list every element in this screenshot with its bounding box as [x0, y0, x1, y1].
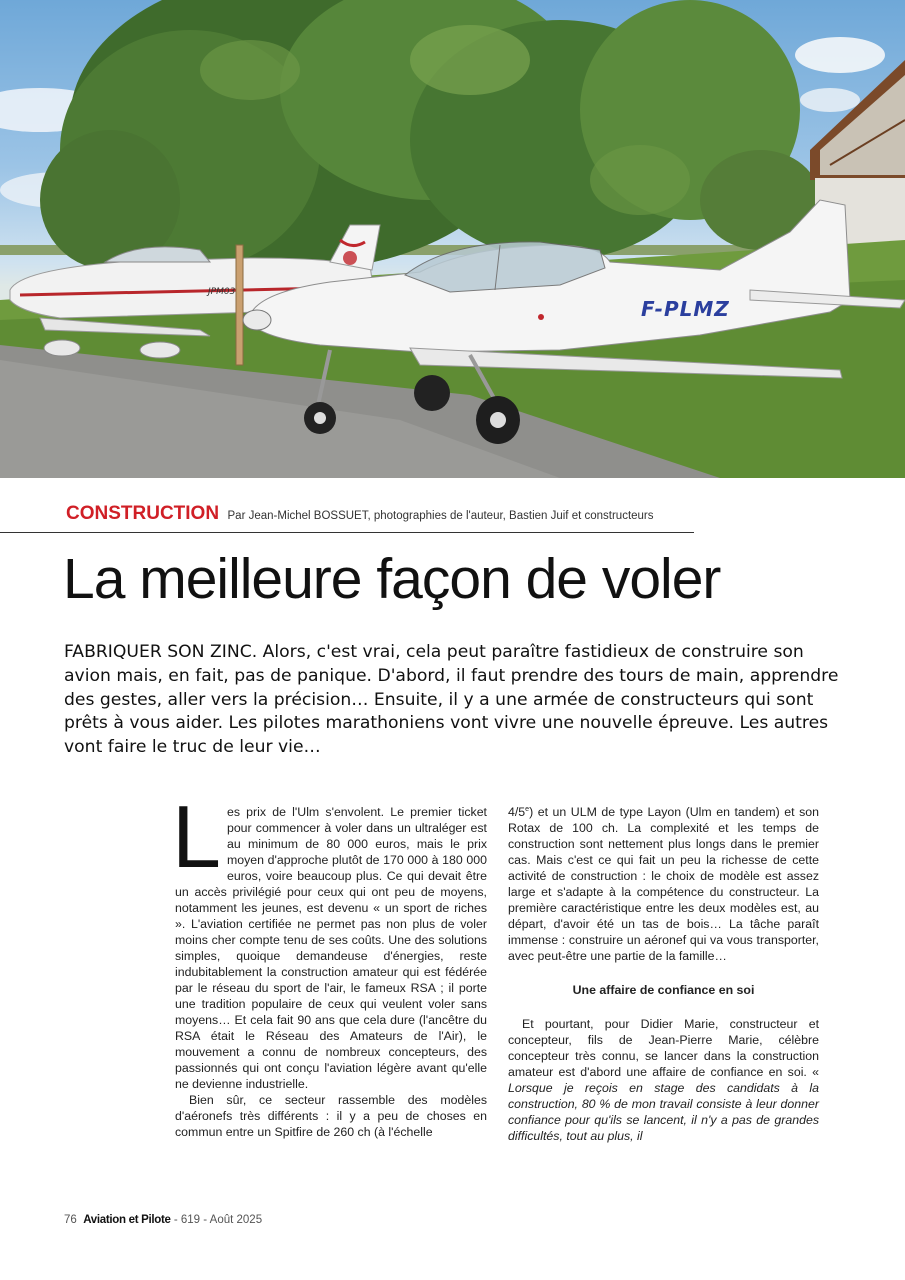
section-subhead: Une affaire de confiance en soi [572, 983, 755, 997]
paragraph-text: Et pourtant, pour Didier Marie, constructeur et concepteur, fils de Jean-Pierre Marie, célèbre concepteur très connu, se lancer dans la construction amateur est d'abord une affaire de confiance en soi. « [508, 1017, 819, 1079]
issue-info: - 619 - Août 2025 [170, 1214, 263, 1226]
paragraph-text: ) et un ULM de type Layon (Ulm en tandem) et son Rotax de 100 ch. La complexité et les temps de construction sont nettement plus longs dans le premier cas. Mais c'est ce qui fait un peu la richesse de cette activité de construction : le choix de modèle est assez large et s'adapte à la compétence du constructeur. La première caractéristique entre les deux modèles est, au départ, d'avoir été un tas de bois… La tâche paraît immense : construire un aéronef qui va vous transporter, avec peut-être une partie de la famille… [508, 805, 819, 963]
aircraft-registration: F-PLMZ [641, 297, 730, 321]
body-column-left [172, 787, 487, 1140]
section-category: CONSTRUCTION [66, 503, 220, 524]
page-footer [64, 1214, 262, 1226]
aircraft-photo-illustration [0, 0, 905, 478]
aircraft-marking: JPM03 [208, 287, 236, 297]
article-standfirst: FABRIQUER SON ZINC. Alors, c'est vrai, cela peut paraître fastidieux de construire son avion mais, en fait, pas de panique. D'abord, il faut prendre des tours de main, apprendre des gestes, aller vers la précision… Ensuite, il y a une armée de constructeurs qui sont prêts à vous aider. Les pilotes marathoniens vont vivre une nouvelle épreuve. Les autres vont faire le truc de leur vie… [64, 642, 839, 758]
magazine-name: Aviation et Pilote [83, 1214, 171, 1226]
page-number: 76 [64, 1214, 77, 1226]
hero-photo [0, 0, 905, 478]
rubric-divider [0, 532, 694, 533]
rubric-line [66, 503, 654, 525]
superscript: e [525, 805, 530, 813]
drop-cap: L [172, 787, 221, 886]
paragraph-text: 4/5 [508, 805, 526, 819]
body-paragraph [508, 1016, 819, 1144]
body-paragraph [172, 787, 487, 1092]
body-paragraph [508, 804, 819, 964]
article-title: La meilleure façon de voler [63, 547, 721, 611]
quote-text: Lorsque je reçois en stage des candidats à la construction, 80 % de mon travail consiste à leur donner confiance pour qu'ils se lancent, il n'y a pas de grandes difficultés, tout au plus, il [508, 1081, 819, 1143]
body-paragraph: Bien sûr, ce secteur rassemble des modèles d'aéronefs très différents : il y a peu de choses en commun entre un Spitfire de 260 ch (à l'échelle [175, 1093, 487, 1139]
spacer [508, 964, 819, 982]
body-column-right [508, 804, 819, 1144]
paragraph-text: es prix de l'Ulm s'envolent. Le premier ticket pour commencer à voler dans un ultraléger est au minimum de 80 000 euros, mais le prix moyen d'approche plutôt de 170 000 à 180 000 euros, voire beaucoup plus. Ce qui devait être un accès privilégié pour ceux qui ont peu de moyens, notamment les jeunes, est devenu « un sport de riches ». L'aviation certifiée ne permet pas non plus de voler moins cher compte tenu de ses coûts. Une des solutions simples, quoique demandeuse d'énergies, reste indubitablement la construction amateur qui est fédérée par le réseau du sport de l'air, le fameux RSA ; il porte une tradition populaire de ceux qui veulent voler sans moyens… Et cela fait 90 ans que cela dure (l'ancêtre du RSA était le Réseau des Amateurs de l'Air), le mouvement a connu de nombreux concepteurs, des passionnés qui ont conçu l'aviation légère avant qu'elle ne devienne industrielle. [175, 805, 487, 1091]
author-credit: Par Jean-Michel BOSSUET, photographies de l'auteur, Bastien Juif et constructeurs [227, 510, 654, 522]
spacer [508, 998, 819, 1016]
